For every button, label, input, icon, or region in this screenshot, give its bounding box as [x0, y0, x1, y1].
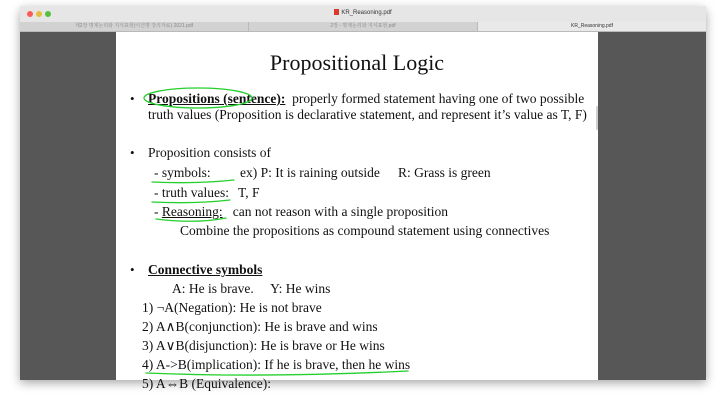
reasoning-text: can not reason with a single proposition: [232, 204, 448, 219]
pdf-viewer-window: [20, 6, 706, 391]
truth-values: T, F: [238, 185, 260, 200]
connective-definitions: A: He is brave. Y: He wins: [172, 281, 331, 296]
propositions-definition: properly formed statement having one of two possible: [292, 91, 585, 106]
symbols-example: ex) P: It is raining outside: [240, 165, 380, 180]
tab-chapter2-pdf[interactable]: 2장 - 명제논리와 지식표현.pdf: [249, 22, 478, 31]
title-bar: [20, 6, 706, 23]
propositions-line-1: [148, 90, 584, 107]
connective-symbols-heading: Connective symbols: [148, 262, 263, 277]
combine-propositions: Combine the propositions as compound statement using connectives: [180, 223, 550, 238]
pdf-page: [116, 32, 598, 391]
connective-item-implication: 4) A->B(implication): If he is brave, then he wins: [142, 357, 411, 372]
connective-item-equivalence: 5) A⇔B (Equivalence):: [142, 376, 271, 391]
slide-title: Propositional Logic: [269, 50, 445, 75]
propositions-term: Propositions (sentence):: [148, 91, 286, 106]
connective-item-conjunction: 2) A∧B(conjunction): He is brave and wins: [142, 319, 378, 334]
page-scrollbar[interactable]: [596, 106, 598, 130]
tab-korean-lecture-pdf[interactable]: 제2장 명제논리와 지식표현(이건명 강의자료) 2021.pdf: [20, 22, 249, 31]
bullet-marker: •: [130, 145, 135, 160]
connective-item-negation: 1) ¬A(Negation): He is not brave: [142, 300, 322, 315]
bullet-marker: •: [130, 262, 135, 277]
truth-values-label: - truth values:: [154, 185, 229, 200]
tab-bar: [20, 22, 706, 32]
bullet-marker: •: [130, 91, 135, 106]
reasoning-label: Reasoning:: [161, 204, 223, 219]
reasoning-dash: -: [154, 204, 162, 219]
propositions-line-2: truth values (Proposition is declarative statement, and represent it’s value as T, F): [148, 107, 587, 122]
window-title: [20, 9, 706, 17]
symbols-example-r: R: Grass is green: [398, 165, 491, 180]
proposition-consists-of: Proposition consists of: [148, 145, 272, 160]
symbols-label: - symbols:: [154, 165, 211, 180]
pdf-file-icon: [334, 9, 339, 15]
window-title-text: KR_Reasoning.pdf: [341, 10, 392, 16]
tab-kr-reasoning-pdf[interactable]: KR_Reasoning.pdf: [478, 22, 706, 31]
reasoning-line: [154, 203, 448, 220]
connective-item-disjunction: 3) A∨B(disjunction): He is brave or He wins: [142, 338, 385, 353]
